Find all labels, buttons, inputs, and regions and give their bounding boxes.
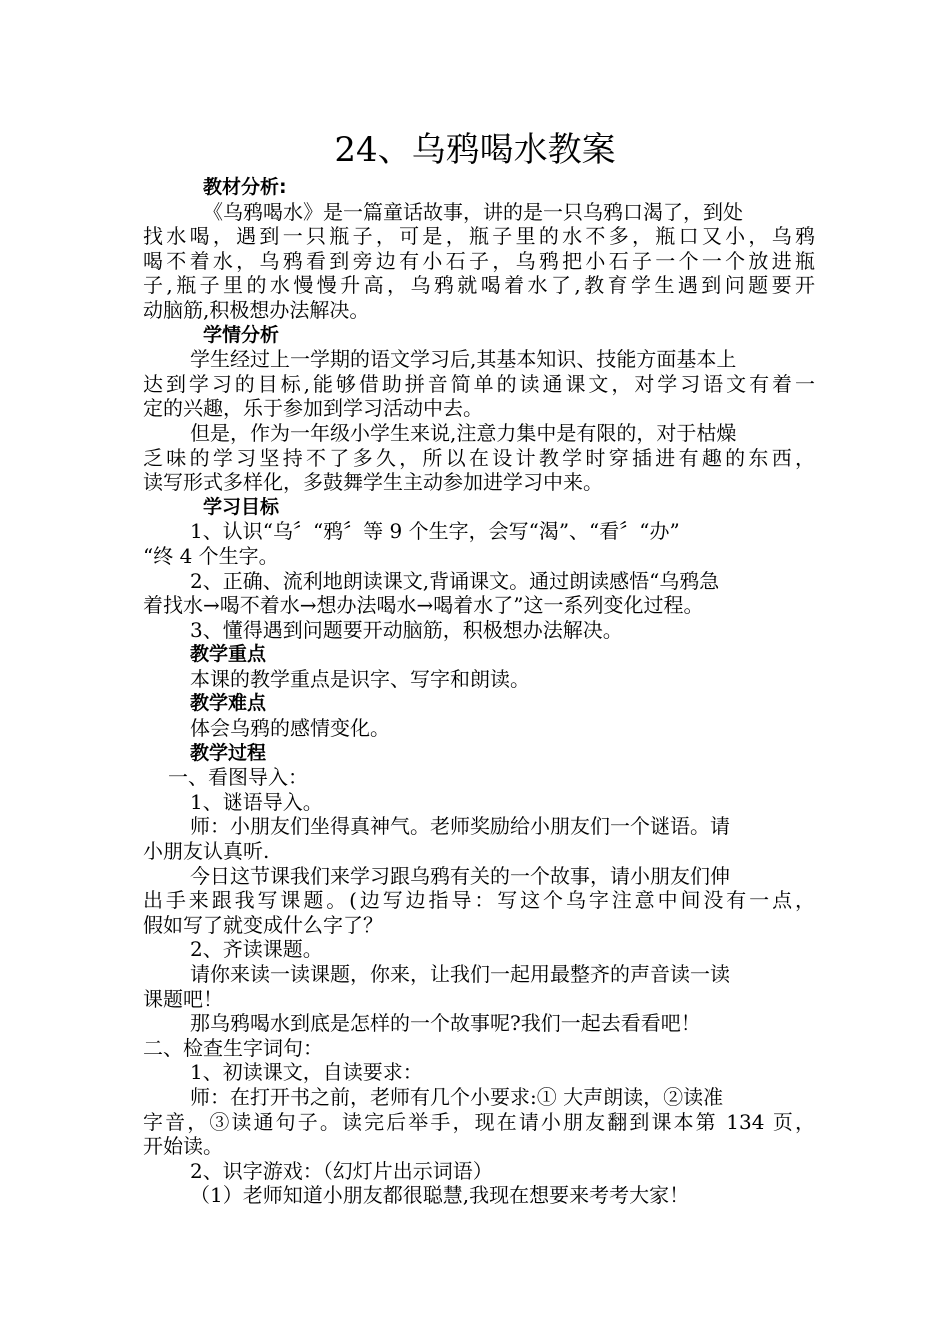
goal-line: 1、认识“乌〞“鸦〞等 9 个生字，会写“渴”、“看〞“办”: [190, 519, 680, 544]
process-line: 师：在打开书之前，老师有几个小要求:① 大声朗读，②读准: [190, 1084, 724, 1109]
analysis-line: 《乌鸦喝水》是一篇童话故事，讲的是一只乌鸦口渴了，到处: [203, 199, 743, 224]
heading-key-points: 教学重点: [190, 643, 267, 666]
learner-line: 达到学习的目标,能够借助拼音简单的读通课文，对学习语文有着一: [143, 371, 815, 396]
document-title: 24、乌鸦喝水教案: [334, 130, 616, 170]
process-line: 那乌鸦喝水到底是怎样的一个故事呢?我们一起去看看吧！: [190, 1011, 701, 1036]
heading-process: 教学过程: [190, 741, 267, 764]
goal-line: “终 4 个生字。: [143, 543, 279, 568]
analysis-line: 喝不着水，乌鸦看到旁边有小石子，乌鸦把小石子一个一个放进瓶: [143, 248, 815, 273]
learner-line: 乏味的学习坚持不了多久，所以在设计教学时穿插进有趣的东西，: [143, 445, 815, 470]
process-line: 1、谜语导入。: [190, 789, 323, 814]
process-line: 今日这节课我们来学习跟乌鸦有关的一个故事，请小朋友们伸: [190, 863, 730, 888]
analysis-line: 找水喝，遇到一只瓶子，可是，瓶子里的水不多，瓶口又小，乌鸦: [143, 224, 815, 249]
process-line: 小朋友认真听.: [143, 839, 270, 864]
process-line: 字音，③读通句子。读完后举手，现在请小朋友翻到课本第 134 页，: [143, 1109, 815, 1134]
heading-goals: 学习目标: [203, 495, 280, 518]
process-line: 课题吧！: [143, 986, 223, 1011]
goal-line: 着找水→喝不着水→想办法喝水→喝着水了”这一系列变化过程。: [143, 593, 704, 618]
process-line: 出手来跟我写课题。(边写边指导：写这个乌字注意中间没有一点，: [143, 888, 815, 913]
heading-analysis: 教材分析:: [203, 176, 287, 198]
learner-line: 但是，作为一年级小学生来说,注意力集中是有限的，对于枯燥: [190, 420, 737, 445]
process-line: 2、齐读课题。: [190, 937, 323, 962]
goal-line: 3、懂得遇到问题要开动脑筋，积极想办法解决。: [190, 617, 623, 642]
document-body: [143, 175, 815, 1208]
analysis-line: 动脑筋,积极想办法解决。: [143, 297, 370, 322]
process-line: 2、识字游戏：（幻灯片出示词语）: [190, 1158, 493, 1183]
process-line: 假如写了就变成什么字了？: [143, 912, 383, 937]
heading-difficulties: 教学难点: [190, 692, 267, 715]
process-line: 师：小朋友们坐得真神气。老师奖励给小朋友们一个谜语。请: [190, 814, 730, 839]
heading-learner: 学情分析: [203, 323, 280, 346]
process-line: 请你来读一读课题，你来，让我们一起用最整齐的声音读一读: [190, 962, 730, 986]
process-line: 一、看图导入：: [168, 765, 308, 790]
difficulty-line: 体会乌鸦的感情变化。: [190, 716, 390, 741]
process-line: 二、检查生字词句：: [143, 1035, 323, 1060]
analysis-line: 子,瓶子里的水慢慢升高，乌鸦就喝着水了,教育学生遇到问题要开: [143, 273, 815, 298]
process-line: （1）老师知道小朋友都很聪慧,我现在想要来考考大家！: [190, 1183, 690, 1208]
process-line: 开始读。: [143, 1134, 223, 1159]
key-point-line: 本课的教学重点是识字、写字和朗读。: [190, 666, 530, 691]
learner-line: 定的兴趣，乐于参加到学习活动中去。: [143, 396, 483, 421]
goal-line: 2、正确、流利地朗读课文,背诵课文。通过朗读感悟“乌鸦急: [190, 568, 720, 593]
learner-line: 读写形式多样化，多鼓舞学生主动参加进学习中来。: [143, 470, 603, 495]
learner-line: 学生经过上一学期的语文学习后,其基本知识、技能方面基本上: [190, 347, 737, 372]
process-line: 1、初读课文，自读要求：: [190, 1060, 423, 1085]
